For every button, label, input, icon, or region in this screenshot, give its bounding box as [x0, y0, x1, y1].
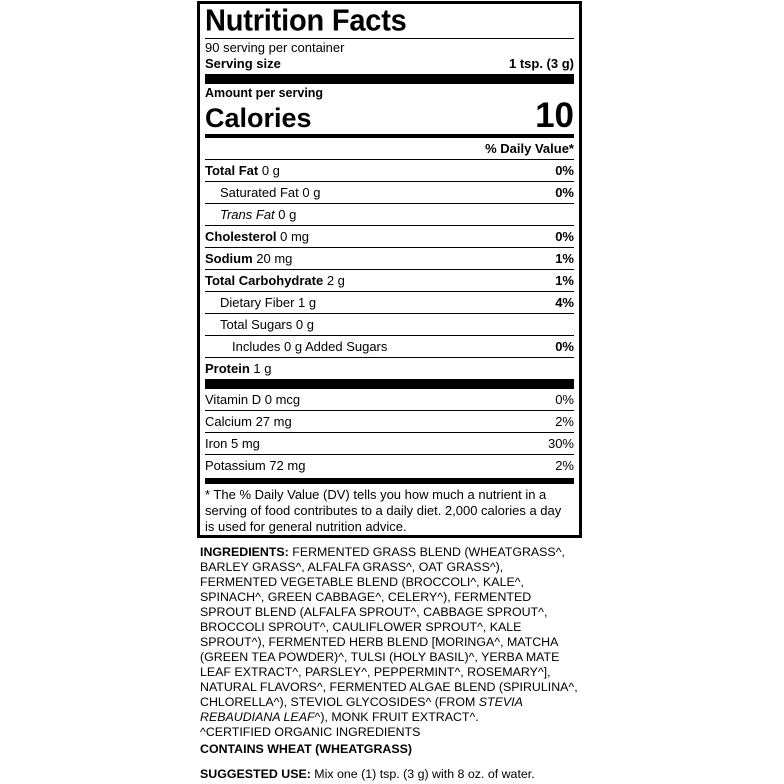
allergen-statement: CONTAINS WHEAT (WHEATGRASS) [200, 742, 412, 756]
nutrient-amount: 1 g [294, 295, 317, 310]
nutrient-name: Dietary Fiber [220, 295, 295, 310]
suggested-use-text: Mix one (1) tsp. (3 g) with 8 oz. of water. [310, 767, 535, 781]
nutrient-amount: 0 g [258, 163, 280, 178]
nutrient-dv: 4% [555, 295, 574, 310]
vitamin-dv: 30% [547, 436, 574, 451]
nutrient-name: Trans Fat [220, 207, 275, 222]
nutrient-name: Protein [205, 361, 250, 376]
nutrient-row-cholesterol [205, 225, 574, 247]
thick-divider [205, 74, 574, 84]
vitamin-name: Calcium 27 mg [205, 414, 292, 429]
nutrient-amount: 0 g [292, 317, 314, 332]
suggested-use [200, 767, 535, 782]
daily-value-footnote: * The % Daily Value (DV) tells you how much a nutrient in a serving of food contributes to a daily diet. 2,000 calories a day is used for general nutrition advice. [205, 487, 562, 534]
ingredients-heading: INGREDIENTS: [200, 545, 289, 559]
vitamin-dv: 2% [555, 458, 574, 473]
nutrient-name: Total Fat [205, 163, 259, 178]
amount-per-serving: Amount per serving [205, 86, 324, 100]
nutrient-name: Includes 0 g Added Sugars [232, 339, 388, 354]
calories-value: 10 [535, 96, 574, 135]
nutrient-dv: 0% [555, 339, 574, 354]
nutrient-dv: 0% [555, 185, 574, 200]
nutrient-dv: 0% [555, 163, 574, 178]
nutrient-name: Sodium [205, 251, 253, 266]
nutrient-amount: 2 g [323, 273, 345, 288]
nutrient-row-saturated-fat [205, 181, 574, 203]
nutrient-row-dietary-fiber [205, 291, 574, 313]
nutrient-row-trans-fat [205, 203, 574, 225]
daily-value-header: % Daily Value* [485, 141, 574, 156]
certified-organic-note: ^CERTIFIED ORGANIC INGREDIENTS [200, 725, 421, 739]
thick-divider [205, 379, 574, 389]
suggested-use-heading: SUGGESTED USE: [200, 767, 311, 781]
nutrient-dv: 1% [555, 251, 574, 266]
nutrient-name: Saturated Fat [220, 185, 299, 200]
nutrition-facts-panel [197, 1, 582, 538]
nutrient-name: Cholesterol [205, 229, 277, 244]
vitamin-name: Potassium 72 mg [205, 458, 306, 473]
nutrient-row-total-sugars [205, 313, 574, 335]
nutrient-dv: 1% [555, 273, 574, 288]
nutrient-amount: 1 g [249, 361, 272, 376]
nutrition-facts-title: Nutrition Facts [205, 4, 407, 38]
servings-per-container-text: 90 serving per container [205, 40, 345, 55]
vitamin-row-potassium [205, 454, 574, 476]
nutrient-name: Total Sugars [220, 317, 293, 332]
nutrient-row-total-carbohydrate [205, 269, 574, 291]
serving-size-row [205, 56, 574, 74]
serving-size-value: 1 tsp. (3 g) [508, 56, 574, 71]
ingredients-text-end: ^), MONK FRUIT EXTRACT^. [314, 710, 479, 724]
nutrient-amount: 0 mg [276, 229, 310, 244]
nutrient-row-added-sugars [205, 335, 574, 357]
ingredients-statement [200, 545, 582, 725]
vitamin-row-vitamin-d [205, 389, 574, 410]
nutrient-row-total-fat [205, 159, 574, 181]
servings-per-container [205, 39, 574, 56]
nutrient-amount: 20 mg [252, 251, 293, 266]
nutrient-amount: 0 g [274, 207, 297, 222]
nutrient-name: Total Carbohydrate [205, 273, 324, 288]
serving-size-label: Serving size [205, 56, 281, 71]
vitamin-row-calcium [205, 410, 574, 432]
vitamin-row-iron [205, 432, 574, 454]
nutrient-amount: 0 g [298, 185, 321, 200]
nutrient-row-sodium [205, 247, 574, 269]
vitamin-dv: 2% [555, 414, 574, 429]
vitamin-name: Vitamin D 0 mcg [205, 392, 301, 407]
vitamin-name: Iron 5 mg [205, 436, 260, 451]
nutrient-dv: 0% [555, 229, 574, 244]
ingredients-italic-text: STEVIA REBAUDIANA LEAF [200, 695, 523, 724]
vitamin-dv: 0% [555, 392, 574, 407]
nutrient-row-protein [205, 357, 574, 379]
calories-label: Calories [205, 103, 312, 133]
calories-row [205, 96, 574, 135]
ingredients-text: FERMENTED GRASS BLEND (WHEATGRASS^, BARLEY GRASS^, ALFALFA GRASS^, OAT GRASS^), FERMENTED VEGETABLE BLEND (BROCCOLI^, KALE^, SPINACH^, GREEN CABBAGE^, CELERY^), FERMENTED SPROUT BLEND (ALFALFA SPROUT^, CABBAGE SPROUT^, BROCCOLI SPROUT^, CAULIFLOWER SPROUT^, KALE SPROUT^), FERMENTED HERB BLEND [MORINGA^, MATCHA (GREEN TEA POWDER)^, TULSI (HOLY BASIL)^, YERBA MATE LEAF EXTRACT^, PARSLEY^, PEPPERMINT^, ROSEMARY^], NATURAL FLAVORS^, FERMENTED ALGAE BLEND (SPIRULINA^, CHLORELLA^), STEVIOL GLYCOSIDES^ (FROM [200, 545, 578, 709]
